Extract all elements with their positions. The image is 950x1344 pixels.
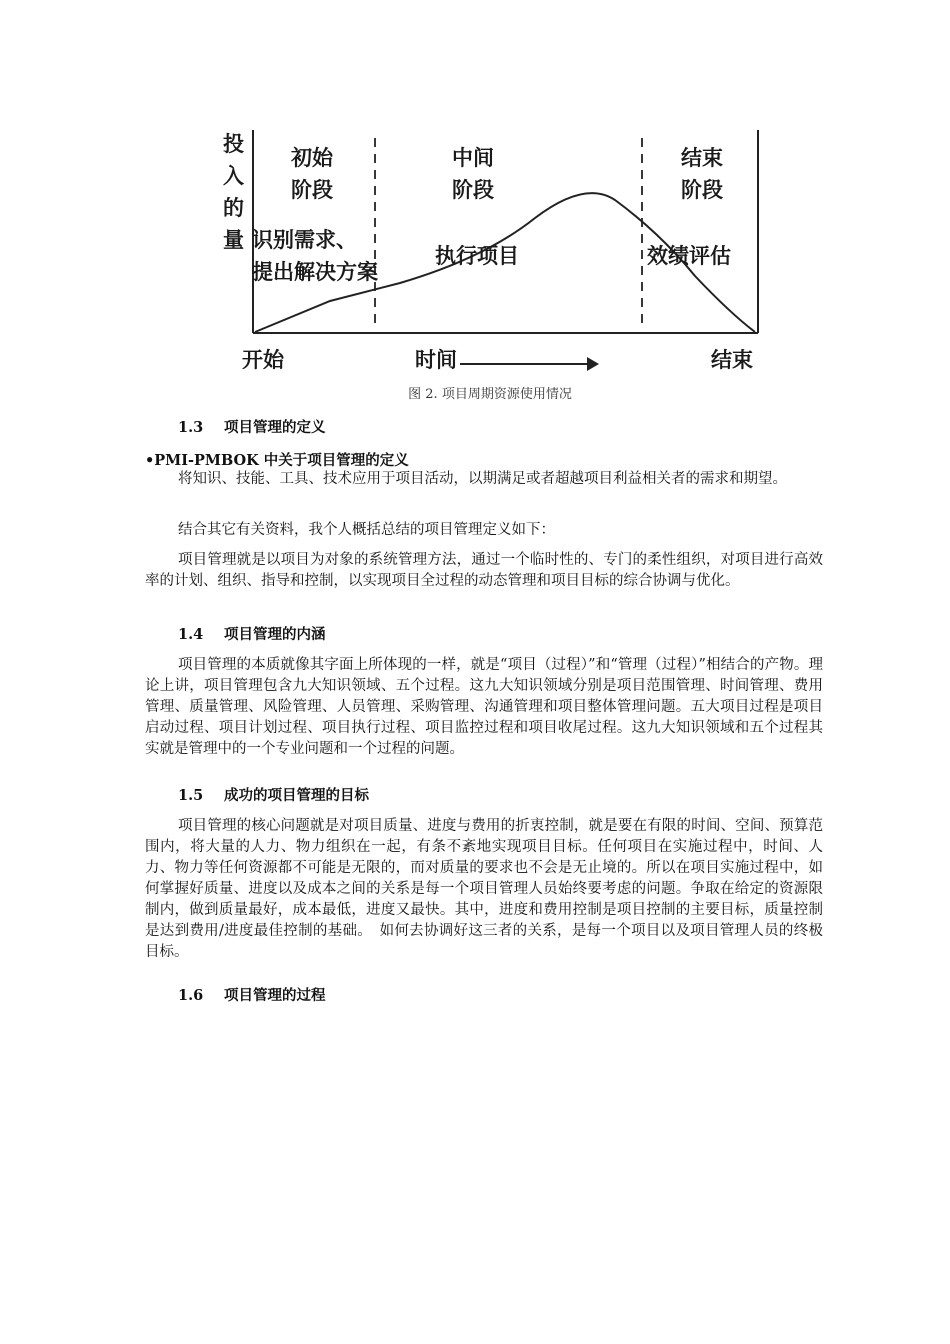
section-heading-1-4 xyxy=(178,623,326,644)
activity-initial-line1: 识别需求、 xyxy=(252,228,357,252)
phase-initial-label-2: 阶段 xyxy=(291,178,333,202)
section-title: 项目管理的过程 xyxy=(224,987,326,1004)
section-title: 成功的项目管理的目标 xyxy=(224,787,369,804)
activity-end: 效绩评估 xyxy=(647,244,731,268)
x-axis-end-label: 结束 xyxy=(711,348,753,372)
figure-caption: 图 2. 项目周期资源使用情况 xyxy=(408,387,572,402)
phase-end-label-2: 阶段 xyxy=(681,178,723,202)
time-arrow-head xyxy=(587,357,599,371)
y-axis-char: 的 xyxy=(223,196,244,220)
y-axis-char: 量 xyxy=(223,228,244,252)
y-axis-char: 投 xyxy=(223,132,244,156)
phase-middle-label-1: 中间 xyxy=(452,146,494,170)
activity-middle: 执行项目 xyxy=(435,244,519,268)
phase-middle-label-2: 阶段 xyxy=(452,178,494,202)
phase-initial-label-1: 初始 xyxy=(291,146,333,170)
section-title: 项目管理的内涵 xyxy=(224,626,326,643)
section-number: 1.6 xyxy=(178,987,204,1004)
paragraph-goals: 项目管理的核心问题就是对项目质量、进度与费用的折衷控制，就是要在有限的时间、空间、预算范围内，将大量的人力、物力组织在一起，有条不紊地实现项目目标。任何项目在实施过程中，时间、人力、物力等任何资源都不可能是无限的，而对质量的要求也不会是无止境的。所以在项目实施过程中，如何掌握好质量、进度以及成本之间的关系是每一个项目管理人员始终要考虑的问题。争取在给定的资源限制内，做到质量最好，成本最低，进度又最快。其中，进度和费用控制是项目控制的主要目标，质量控制是达到费用/进度最佳控制的基础。 如何去协调好这三者的关系，是每一个项目以及项目管理人员的终极目标。 xyxy=(145,818,823,960)
section-number: 1.4 xyxy=(178,626,204,643)
section-heading-1-3 xyxy=(178,416,326,437)
y-axis-char: 入 xyxy=(223,164,244,188)
section-number: 1.3 xyxy=(178,419,204,436)
section-heading-1-6 xyxy=(178,984,326,1005)
paragraph-pmbok-definition: 将知识、技能、工具、技术应用于项目活动，以期满足或者超越项目利益相关者的需求和期望。 xyxy=(178,471,787,487)
x-axis-start-label: 开始 xyxy=(242,348,284,372)
section-heading-1-5 xyxy=(178,784,369,805)
project-lifecycle-figure xyxy=(215,118,775,388)
paragraph-personal-definition: 项目管理就是以项目为对象的系统管理方法，通过一个临时性的、专门的柔性组织，对项目进行高效率的计划、组织、指导和控制，以实现项目全过程的动态管理和项目目标的综合协调与优化。 xyxy=(145,552,823,589)
y-axis-label xyxy=(223,128,247,256)
pmbok-heading: •PMI-PMBOK 中关于项目管理的定义 xyxy=(145,452,409,469)
activity-initial-line2: 提出解决方案 xyxy=(252,260,378,284)
section-number: 1.5 xyxy=(178,787,204,804)
paragraph-connotation: 项目管理的本质就像其字面上所体现的一样，就是“项目（过程）”和“管理（过程）”相结合的产物。理论上讲，项目管理包含九大知识领域、五个过程。这九大知识领域分别是项目范围管理、时间管理、费用管理、质量管理、风险管理、人员管理、采购管理、沟通管理和项目整体管理问题。五大项目过程是项目启动过程、项目计划过程、项目执行过程、项目监控过程和项目收尾过程。这九大知识领域和五个过程其实就是管理中的一个专业问题和一个过程的问题。 xyxy=(145,657,823,757)
section-title: 项目管理的定义 xyxy=(224,419,326,436)
paragraph-summary-intro: 结合其它有关资料，我个人概括总结的项目管理定义如下： xyxy=(178,522,555,538)
x-axis-time-label: 时间 xyxy=(415,348,457,372)
phase-end-label-1: 结束 xyxy=(681,146,723,170)
